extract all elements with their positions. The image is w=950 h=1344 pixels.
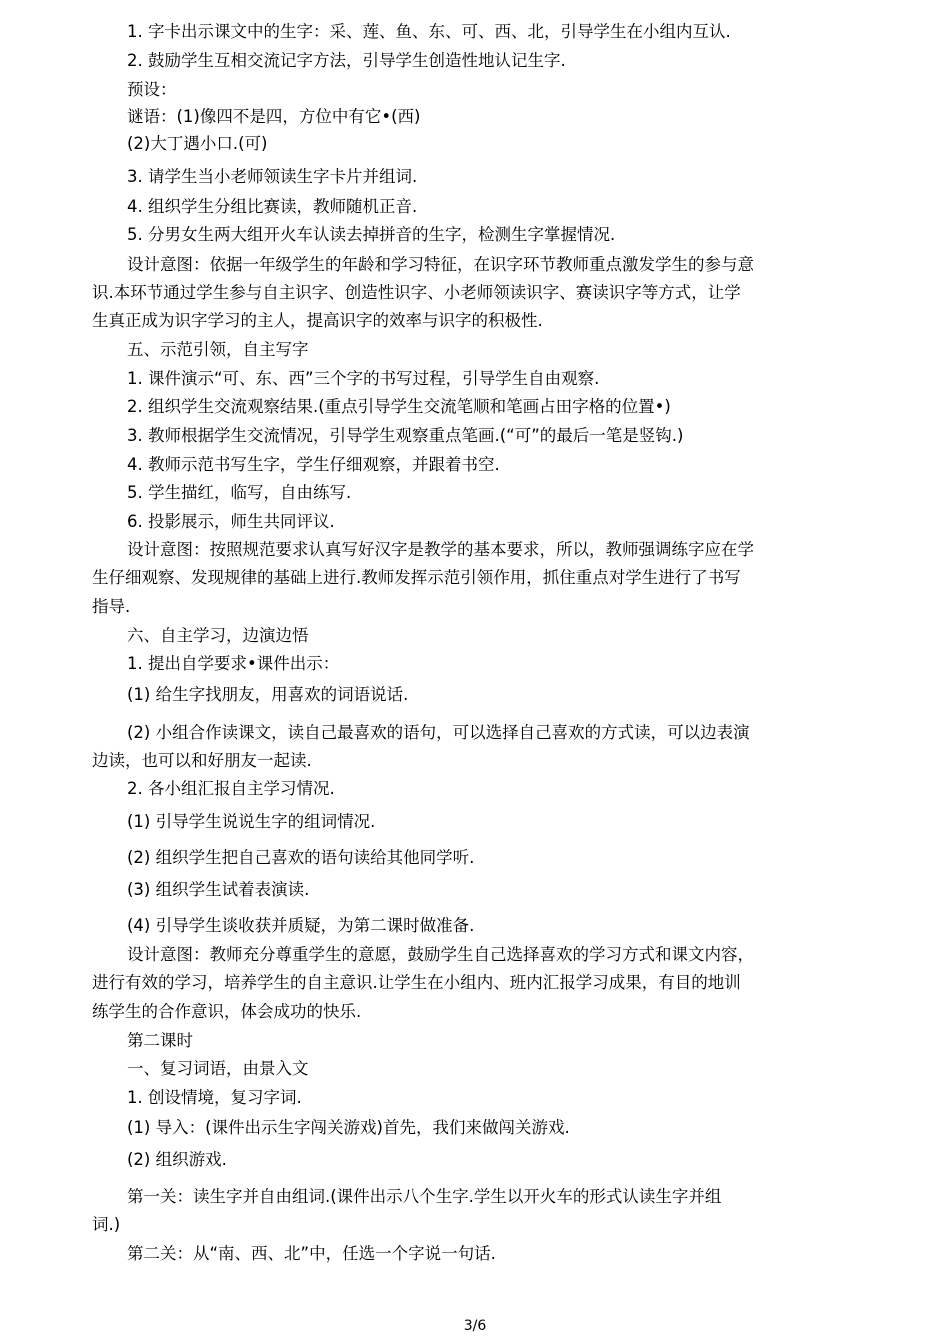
- list-item: 6. 投影展示，师生共同评议.: [127, 512, 335, 531]
- list-item: 2. 鼓励学生互相交流记字方法，引导学生创造性地认记生字.: [127, 51, 566, 70]
- paragraph: 词.): [92, 1215, 121, 1234]
- page-number: 3/6: [463, 1318, 487, 1334]
- paragraph: 预设：: [127, 80, 177, 99]
- list-item: (2) 组织学生把自己喜欢的语句读给其他同学听.: [127, 848, 475, 867]
- list-item: 1. 课件演示“可、东、西”三个字的书写过程，引导学生自由观察.: [127, 369, 600, 388]
- paragraph: 设计意图：教师充分尊重学生的意愿，鼓励学生自己选择喜欢的学习方式和课文内容，: [127, 945, 754, 964]
- list-item: 5. 分男女生两大组开火车认读去掉拼音的生字，检测生字掌握情况.: [127, 225, 616, 244]
- list-item: (4) 引导学生谈收获并质疑，为第二课时做准备.: [127, 916, 475, 935]
- list-item: 5. 学生描红，临写，自由练写.: [127, 483, 352, 502]
- list-item: (1) 导入：(课件出示生字闯关游戏)首先，我们来做闯关游戏.: [127, 1118, 570, 1137]
- list-item: 1. 提出自学要求•课件出示：: [127, 654, 340, 673]
- section-heading: 六、自主学习，边演边悟: [127, 626, 309, 645]
- list-item: (1) 引导学生说说生字的组词情况.: [127, 812, 376, 831]
- paragraph: 设计意图：按照规范要求认真写好汉字是教学的基本要求，所以，教师强调练字应在学: [127, 540, 754, 559]
- paragraph: 生仔细观察、发现规律的基础上进行.教师发挥示范引领作用，抓住重点对学生进行了书写: [92, 568, 741, 587]
- section-heading: 一、复习词语，由景入文: [127, 1059, 309, 1078]
- paragraph: 指导.: [92, 597, 131, 616]
- paragraph: 第二关：从“南、西、北”中，任选一个字说一句话.: [127, 1244, 496, 1263]
- list-item: 3. 请学生当小老师领读生字卡片并组词.: [127, 167, 418, 186]
- list-item: 4. 组织学生分组比赛读，教师随机正音.: [127, 197, 418, 216]
- paragraph: 第一关：读生字并自由组词.(课件出示八个生字.学生以开火车的形式认读生字并组: [127, 1187, 722, 1206]
- list-item: 1. 创设情境，复习字词.: [127, 1088, 302, 1107]
- lesson-heading: 第二课时: [127, 1031, 193, 1050]
- list-item: 边读，也可以和好朋友一起读.: [92, 751, 312, 770]
- list-item: 4. 教师示范书写生字，学生仔细观察，并跟着书空.: [127, 455, 500, 474]
- list-item: 3. 教师根据学生交流情况，引导学生观察重点笔画.(“可”的最后一笔是竖钩.): [127, 426, 684, 445]
- list-item: (2) 小组合作读课文，读自己最喜欢的语句，可以选择自己喜欢的方式读，可以边表演: [127, 723, 750, 742]
- list-item: 2. 组织学生交流观察结果.(重点引导学生交流笔顺和笔画占田字格的位置•): [127, 397, 671, 416]
- list-item: 1. 字卡出示课文中的生字：采、莲、鱼、东、可、西、北，引导学生在小组内互认.: [127, 22, 731, 41]
- paragraph: 识.本环节通过学生参与自主识字、创造性识字、小老师领读识字、赛读识字等方式，让学: [92, 283, 741, 302]
- paragraph: 设计意图：依据一年级学生的年龄和学习特征，在识字环节教师重点激发学生的参与意: [127, 255, 754, 274]
- list-item: (1) 给生字找朋友，用喜欢的词语说话.: [127, 685, 409, 704]
- paragraph: 谜语：(1)像四不是四，方位中有它•(西): [127, 107, 421, 126]
- list-item: 2. 各小组汇报自主学习情况.: [127, 779, 335, 798]
- list-item: (3) 组织学生试着表演读.: [127, 880, 310, 899]
- list-item: (2) 组织游戏.: [127, 1150, 227, 1169]
- paragraph: 进行有效的学习，培养学生的自主意识.让学生在小组内、班内汇报学习成果，有目的地训: [92, 973, 741, 992]
- paragraph: (2)大丁遇小口.(可): [127, 134, 268, 153]
- paragraph: 练学生的合作意识，体会成功的快乐.: [92, 1002, 362, 1021]
- section-heading: 五、示范引领，自主写字: [127, 340, 309, 359]
- paragraph: 生真正成为识字学习的主人，提高识字的效率与识字的积极性.: [92, 311, 543, 330]
